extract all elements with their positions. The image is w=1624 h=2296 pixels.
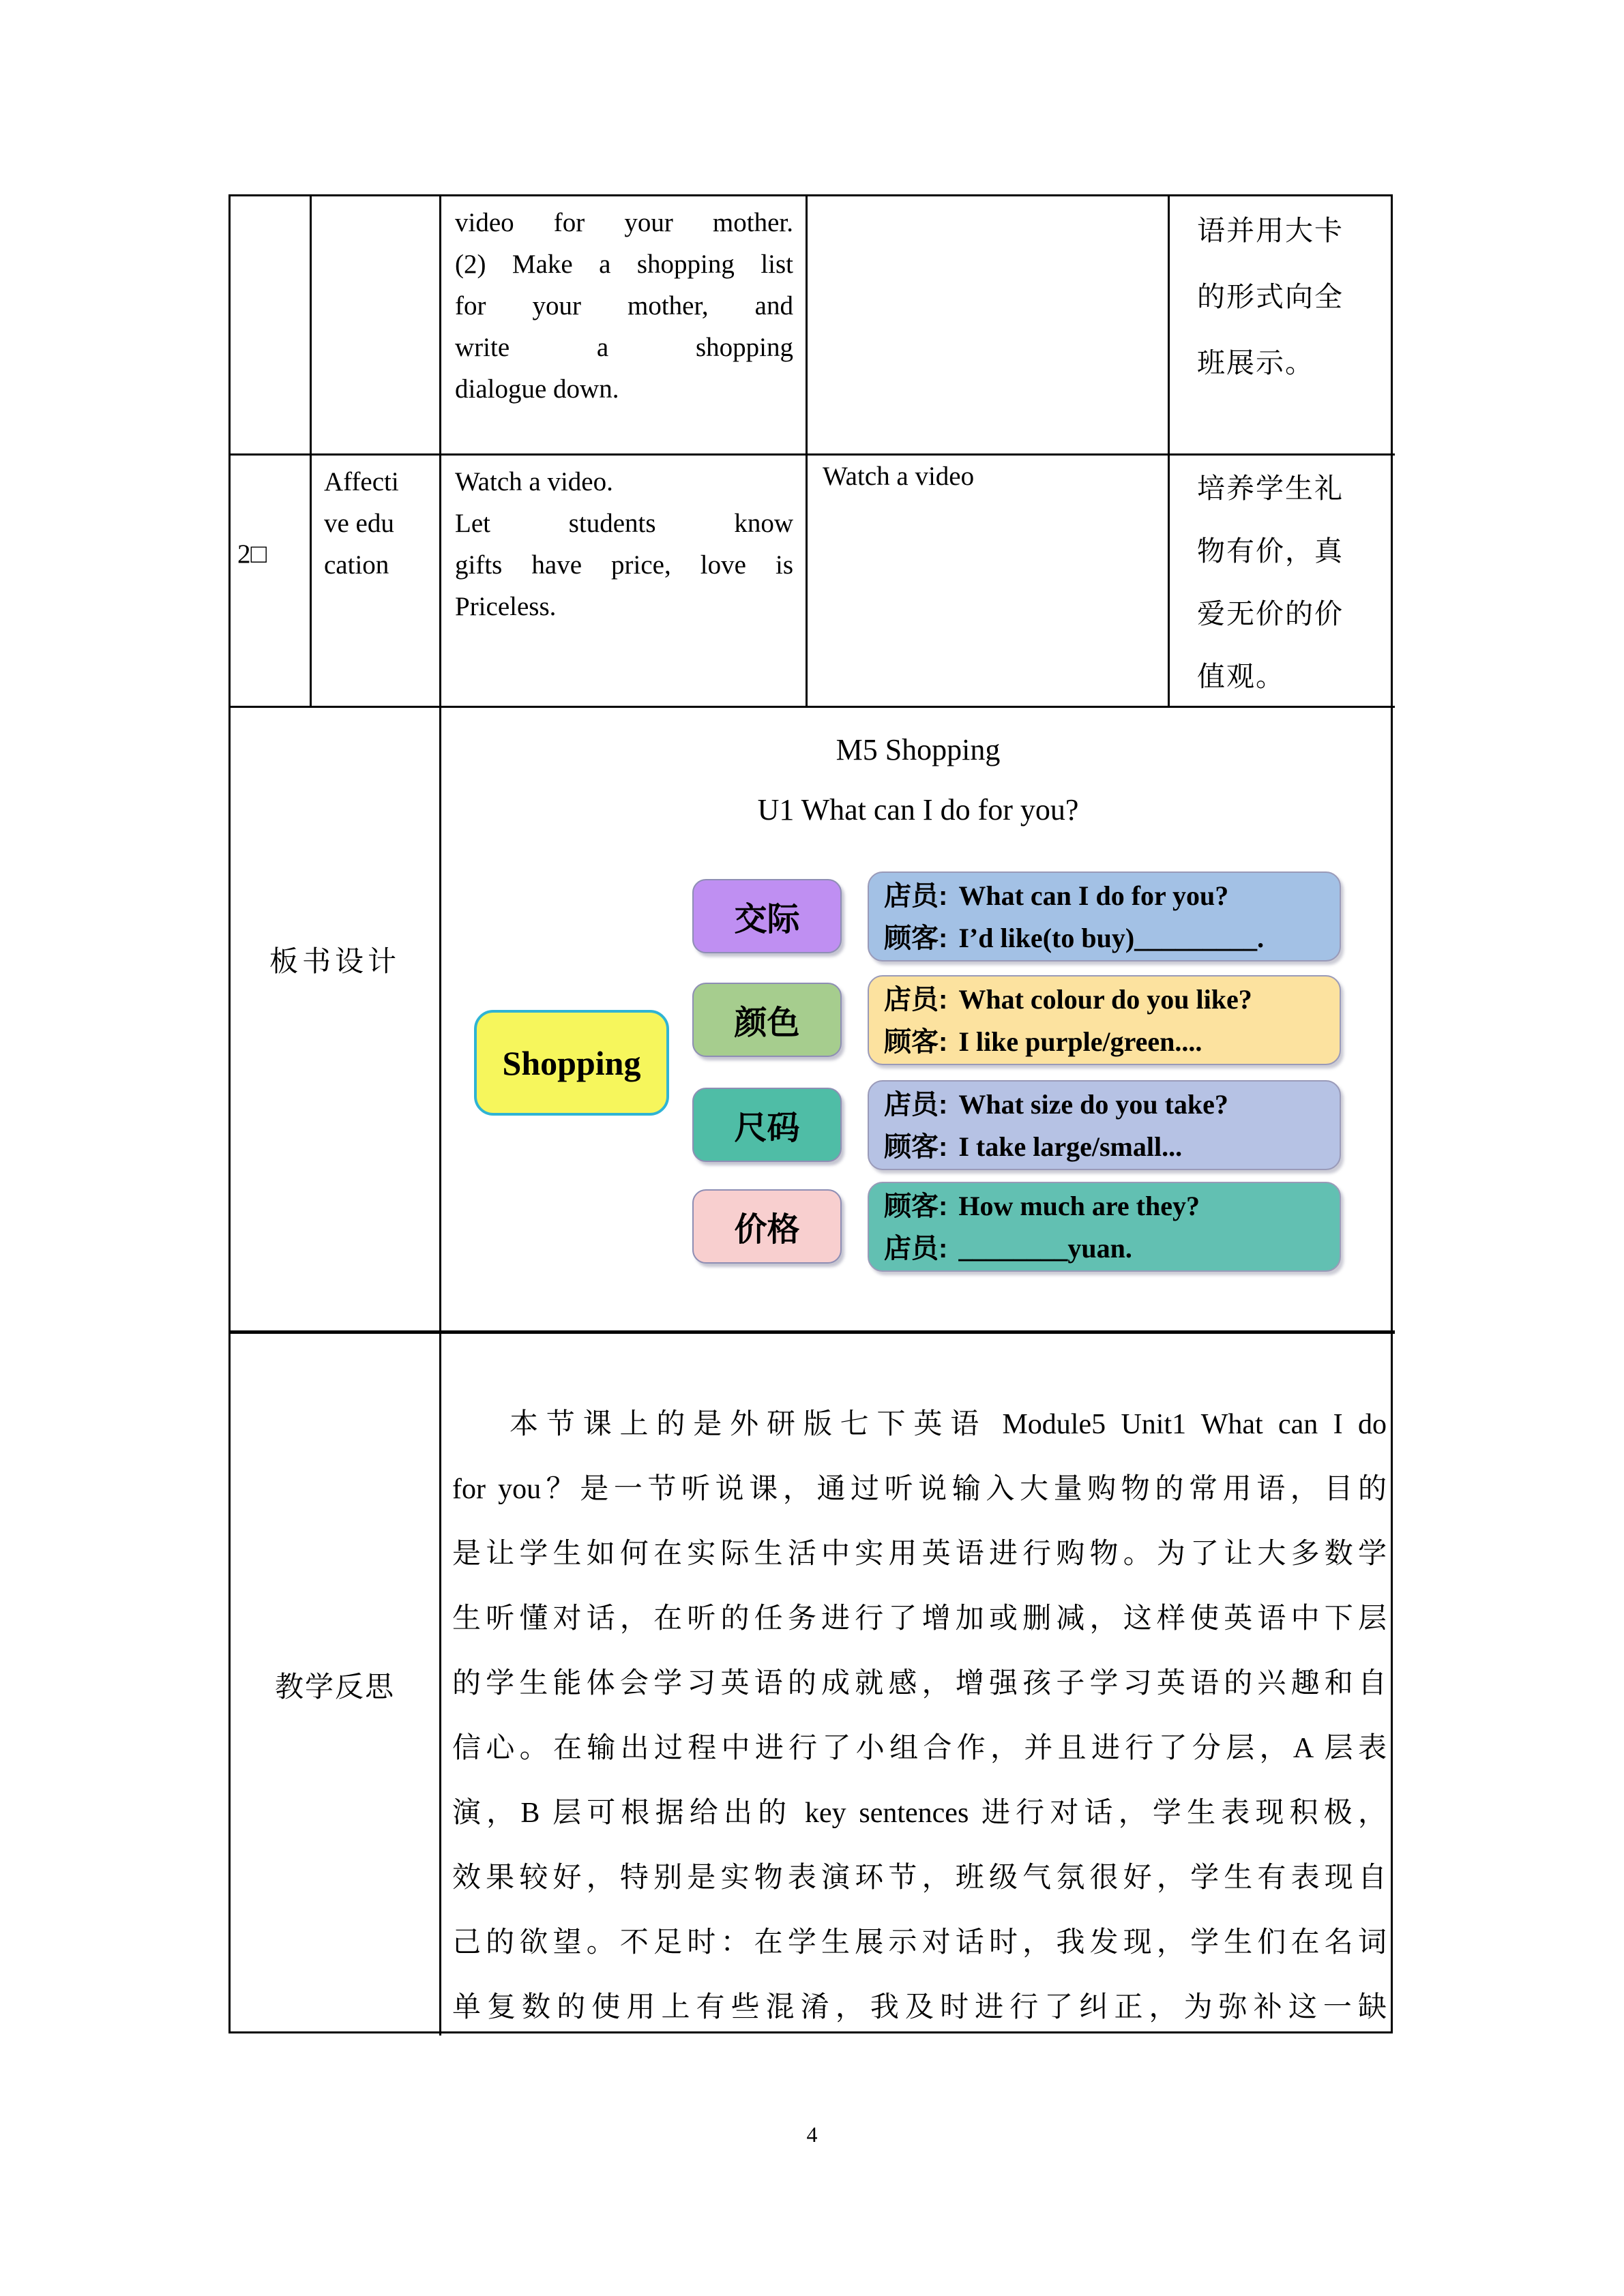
dialog-text: How much are they?: [958, 1191, 1200, 1221]
dialog-role: 店员:: [884, 1090, 948, 1120]
row2-index-cell: 2□: [231, 456, 312, 708]
text-line: 单复数的使用上有些混淆，我及时进行了纠正，为弥补这一缺: [452, 1992, 1387, 2023]
page-number: 4: [806, 2122, 818, 2147]
board-title-line2: U1 What can I do for you?: [757, 793, 1079, 826]
row1-activity-cell: [441, 196, 808, 456]
text-line: 语并用大卡: [1197, 215, 1344, 246]
row1-resource-cell: [808, 196, 1170, 456]
lesson-plan-table: [228, 194, 1393, 2033]
dialog-line: [884, 979, 1340, 1021]
dialog-text: I take large/small...: [958, 1131, 1183, 1162]
row2-purpose-cell: [1170, 456, 1395, 708]
dialog-text: What can I do for you?: [958, 880, 1229, 911]
dialog-text: What size do you take?: [958, 1089, 1228, 1120]
branch-row: [692, 1080, 1341, 1170]
text-line: 是让学生如何在实际生活中实用英语进行购物。为了让大多数学: [452, 1538, 1387, 1570]
board-title-line1: M5 Shopping: [836, 733, 1001, 766]
board-design-label-cell: [231, 708, 441, 1334]
dialog-line: [884, 1227, 1340, 1270]
row1-purpose-cell: [1170, 196, 1395, 456]
category-box: 价格: [692, 1189, 842, 1264]
row2-resource-cell: Watch a video: [808, 456, 1170, 708]
row2-stage-cell: Affective education: [312, 456, 441, 708]
dialog-line: [884, 875, 1340, 917]
text-line: dialogue down.: [455, 374, 619, 404]
dialog-box: [868, 1080, 1341, 1170]
text-line: 己的欲望。不足时：在学生展示对话时，我发现，学生们在名词: [452, 1927, 1387, 1958]
text-line: 效果较好，特别是实物表演环节，班级气氛很好，学生有表现自: [452, 1862, 1387, 1894]
text-line: Watch a video.: [455, 467, 613, 496]
dialog-box: [868, 871, 1341, 961]
row1-index-cell: [231, 196, 312, 456]
board-title-block: [441, 708, 1395, 840]
text-line: for you？是一节听说课，通过听说输入大量购物的常用语，目的: [452, 1474, 1387, 1505]
dialog-role: 顾客:: [884, 1027, 948, 1057]
dialog-role: 顾客:: [884, 923, 948, 953]
reflection-paragraph: [452, 1392, 1387, 2036]
text-line: write a shopping: [455, 333, 793, 362]
dialog-role: 店员:: [884, 985, 948, 1015]
board-design-label: 板书设计: [269, 946, 400, 978]
text-line: video for your mother.: [455, 208, 793, 237]
dialog-line: [884, 1021, 1340, 1063]
board-design-content-cell: [441, 708, 1395, 1334]
text-line: 值观。: [1197, 661, 1285, 692]
shopping-root-node: Shopping: [474, 1010, 669, 1116]
reflection-label: 教学反思: [274, 1671, 395, 1703]
dialog-line: [884, 1185, 1340, 1227]
text-line: for your mother, and: [455, 291, 793, 320]
text-line: Let students know: [455, 509, 793, 538]
row2-activity-cell: [441, 456, 808, 708]
dialog-box: [868, 1182, 1341, 1272]
text-line: 演，B 层可根据给出的 key sentences 进行对话，学生表现积极，: [452, 1798, 1387, 1829]
reflection-content-cell: [441, 1334, 1395, 2036]
text-line: 班展示。: [1197, 347, 1314, 378]
branch-row: [692, 1182, 1341, 1272]
text-line: (2) Make a shopping list: [455, 250, 793, 279]
text-line: 爱无价的价: [1197, 598, 1344, 629]
category-box: 交际: [692, 879, 842, 953]
dialog-role: 店员:: [884, 881, 948, 911]
text-line: 的学生能体会学习英语的成就感，增强孩子学习英语的兴趣和自: [452, 1668, 1387, 1699]
text-line: 的形式向全: [1197, 281, 1344, 312]
text-line: Priceless.: [455, 592, 557, 621]
row1-stage-cell: [312, 196, 441, 456]
dialog-line: [884, 1084, 1340, 1126]
dialog-role: 顾客:: [884, 1191, 948, 1221]
text-line: 生听懂对话，在听的任务进行了增加或删减，这样使英语中下层: [452, 1603, 1387, 1635]
dialog-text: ________yuan.: [958, 1233, 1132, 1264]
dialog-text: I’d like(to buy)_________.: [958, 923, 1265, 953]
reflection-label-cell: [231, 1334, 441, 2036]
text-line: gifts have price, love is: [455, 550, 793, 580]
dialog-text: What colour do you like?: [958, 984, 1252, 1015]
branch-row: [692, 871, 1341, 961]
text-line: 培养学生礼: [1197, 473, 1344, 504]
text-line: 物有价，真: [1197, 535, 1344, 567]
text-line: 本节课上的是外研版七下英语 Module5 Unit1 What can I do: [510, 1409, 1387, 1440]
dialog-text: I like purple/green....: [958, 1026, 1202, 1057]
branch-rows: [692, 871, 1341, 1281]
dialog-role: 店员:: [884, 1234, 948, 1264]
category-box: 颜色: [692, 983, 842, 1057]
dialog-box: [868, 975, 1341, 1065]
dialog-line: [884, 1126, 1340, 1168]
text-line: 信心。在输出过程中进行了小组合作，并且进行了分层，A 层表: [452, 1733, 1387, 1764]
dialog-role: 顾客:: [884, 1132, 948, 1162]
category-box: 尺码: [692, 1088, 842, 1162]
dialog-line: [884, 917, 1340, 959]
branch-row: [692, 975, 1341, 1065]
